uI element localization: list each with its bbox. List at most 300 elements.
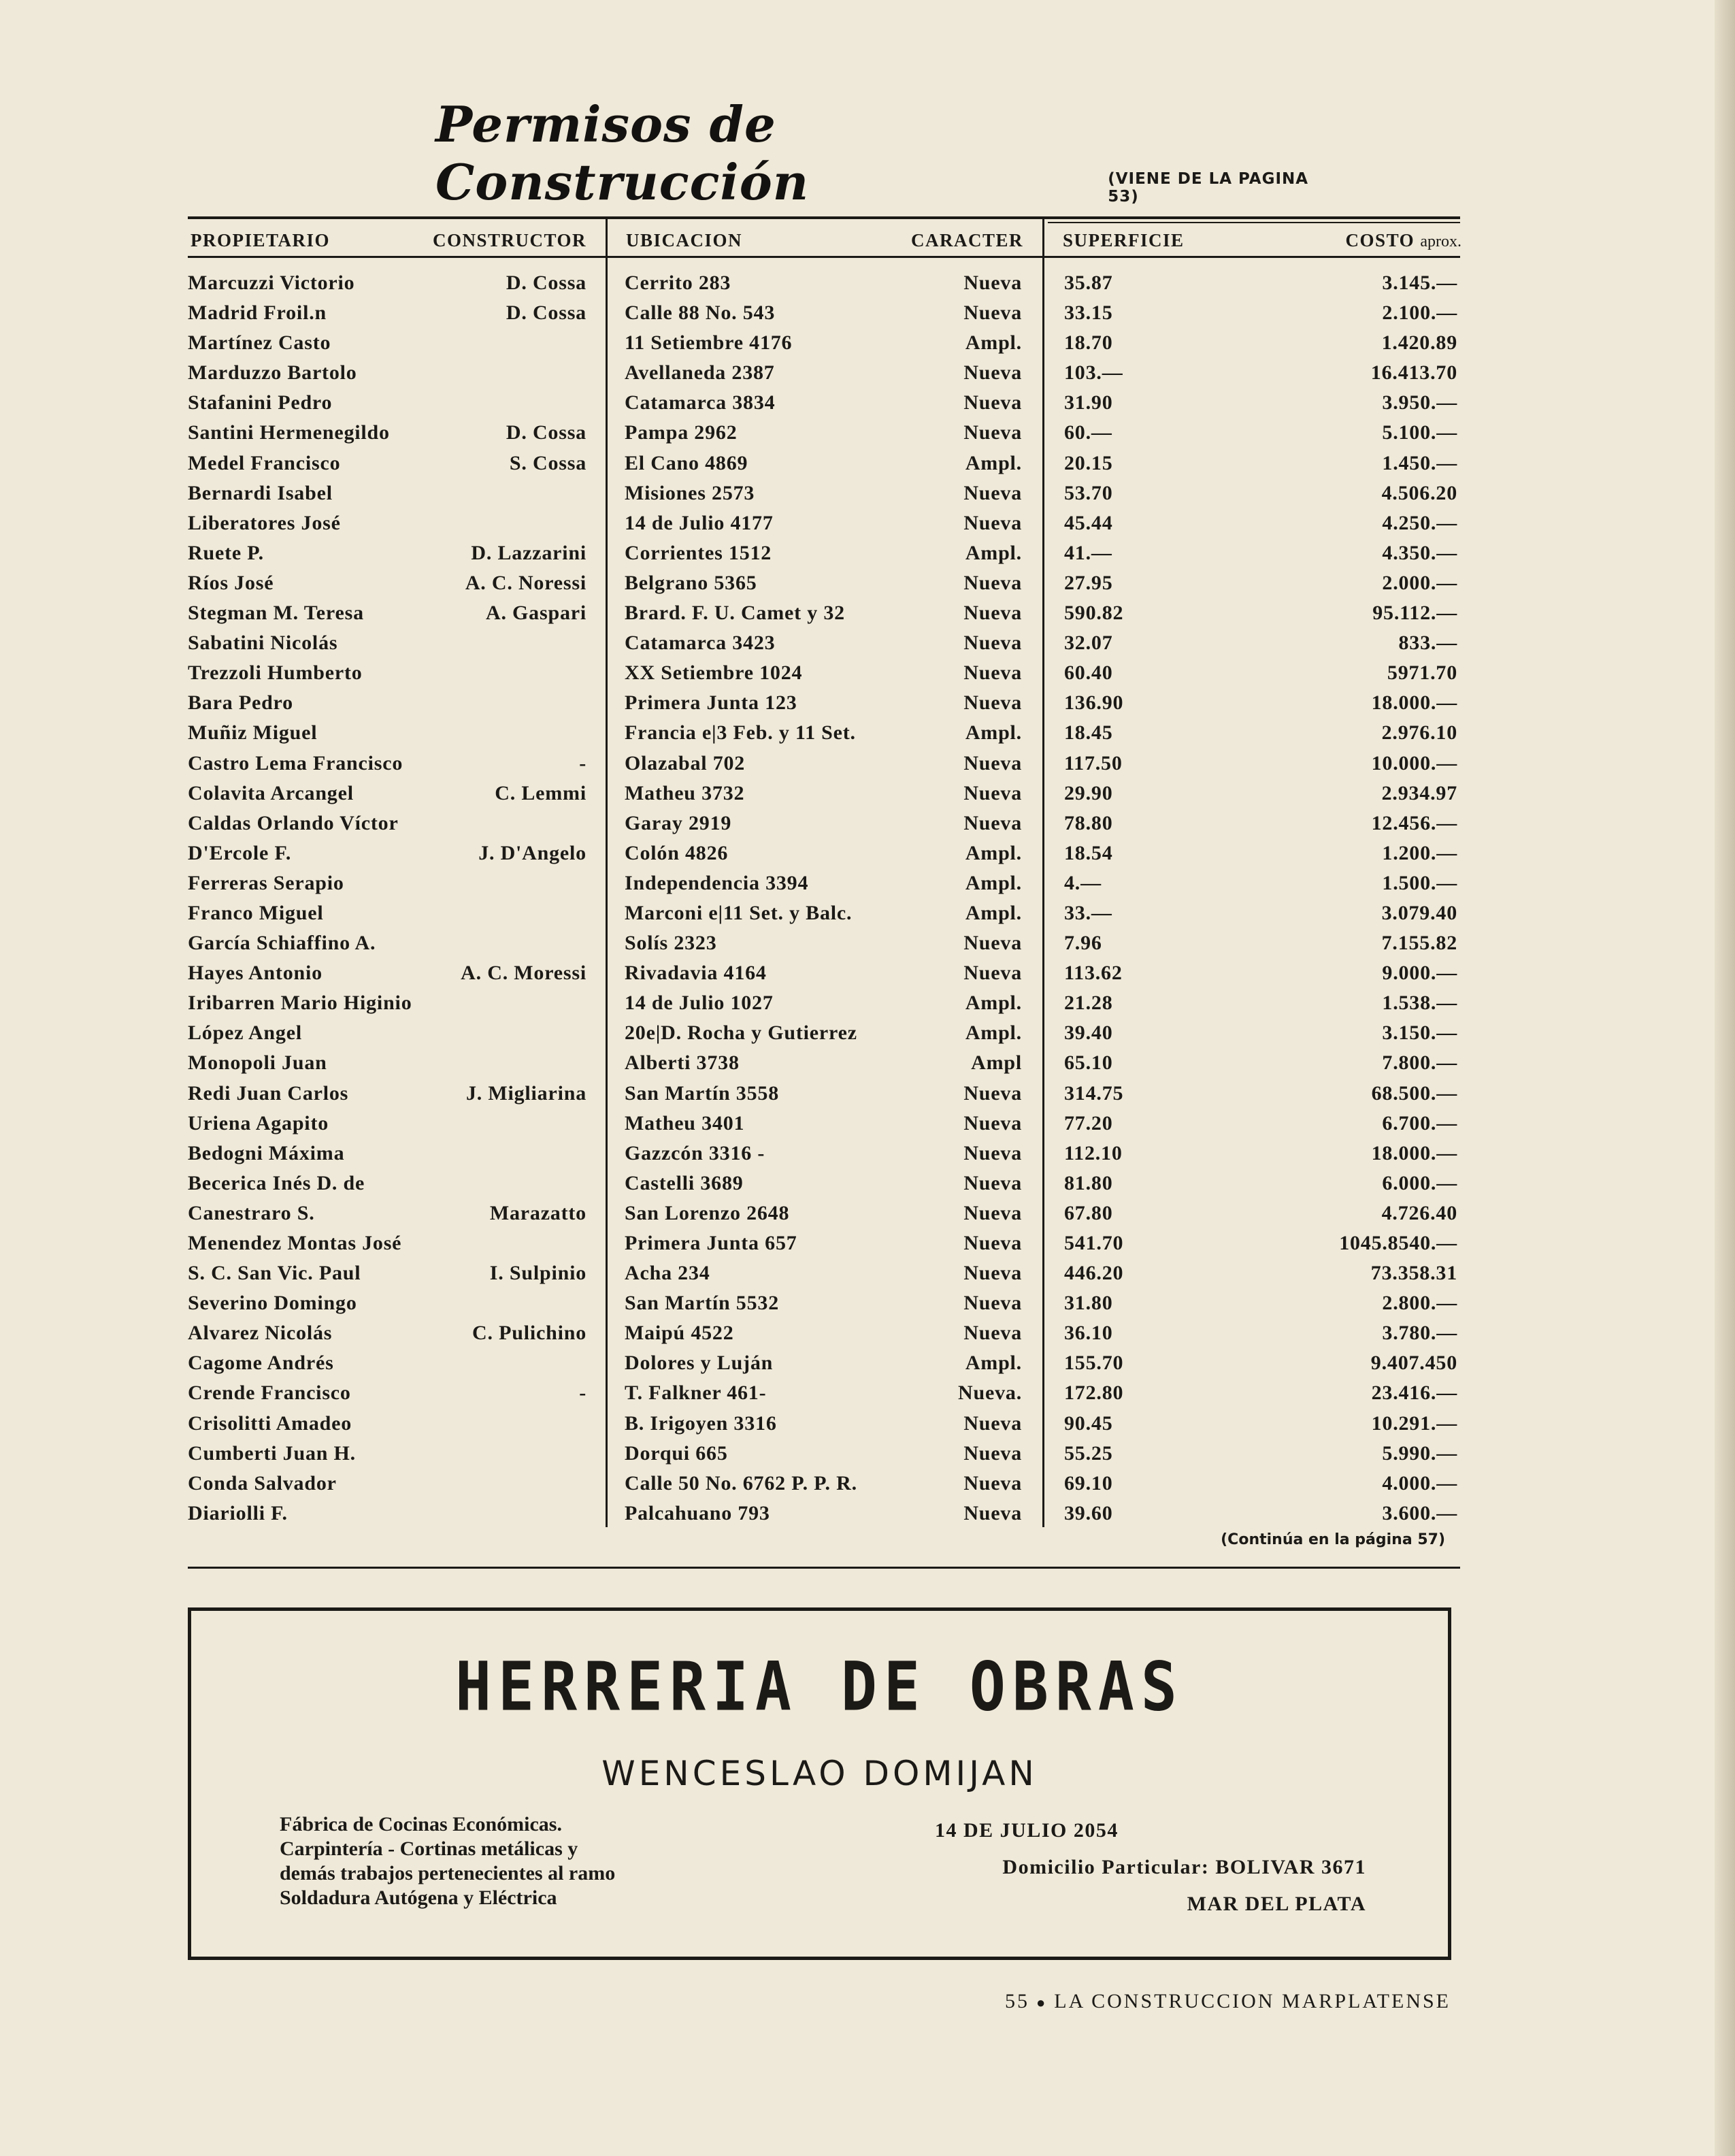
location-cell: Belgrano 5365 xyxy=(625,571,757,594)
cost-cell: 3.150.— xyxy=(1382,1022,1457,1045)
location-cell: Catamarca 3423 xyxy=(625,632,776,655)
surface-cell: 314.75 xyxy=(1064,1081,1124,1105)
top-rule-thin xyxy=(1048,222,1460,223)
table-row xyxy=(0,838,1735,868)
cost-cell: 5.100.— xyxy=(1382,421,1457,444)
table-row xyxy=(0,418,1735,448)
cost-cell: 7.800.— xyxy=(1382,1051,1457,1075)
character-cell: Nueva xyxy=(963,662,1022,685)
owner-cell: Martínez Casto xyxy=(188,331,331,355)
location-cell: 20e|D. Rocha y Gutierrez xyxy=(625,1022,857,1045)
surface-cell: 90.45 xyxy=(1064,1411,1113,1435)
character-cell: Nueva xyxy=(963,1081,1022,1105)
cost-cell: 68.500.— xyxy=(1371,1081,1457,1105)
table-row xyxy=(0,538,1735,568)
owner-cell: Cagome Andrés xyxy=(188,1352,334,1375)
owner-cell: Santini Hermenegildo xyxy=(188,421,390,444)
owner-cell: Marduzzo Bartolo xyxy=(188,361,357,385)
location-cell: Palcahuano 793 xyxy=(625,1501,770,1524)
character-cell: Ampl. xyxy=(965,331,1022,355)
table-row xyxy=(0,1499,1735,1529)
page-footer xyxy=(1005,1990,1451,2013)
location-cell: Dolores y Luján xyxy=(625,1352,774,1375)
table-row xyxy=(0,1109,1735,1139)
table-row xyxy=(0,1288,1735,1318)
location-cell: Misiones 2573 xyxy=(625,481,755,504)
table-row xyxy=(0,298,1735,328)
table-row xyxy=(0,898,1735,928)
table-row xyxy=(0,388,1735,418)
table-row xyxy=(0,808,1735,838)
character-cell: Ampl. xyxy=(965,901,1022,924)
owner-cell: Redi Juan Carlos xyxy=(188,1081,349,1105)
cost-cell: 2.000.— xyxy=(1382,571,1457,594)
surface-cell: 36.10 xyxy=(1064,1322,1113,1345)
owner-cell: Marcuzzi Victorio xyxy=(188,272,355,294)
surface-cell: 55.25 xyxy=(1064,1441,1113,1465)
surface-cell: 31.80 xyxy=(1064,1292,1113,1315)
owner-cell: Cumberti Juan H. xyxy=(188,1441,356,1465)
location-cell: Primera Junta 123 xyxy=(625,691,797,715)
page-title: Permisos de Construcción xyxy=(435,95,810,211)
surface-cell: 78.80 xyxy=(1064,811,1113,834)
cost-cell: 3.600.— xyxy=(1382,1501,1457,1524)
builder-cell: Marazatto xyxy=(489,1201,586,1224)
location-cell: Independencia 3394 xyxy=(625,871,809,894)
cost-cell: 4.000.— xyxy=(1382,1471,1457,1494)
location-cell: Garay 2919 xyxy=(625,811,732,834)
location-cell: Catamarca 3834 xyxy=(625,391,776,414)
surface-cell: 172.80 xyxy=(1064,1382,1124,1405)
owner-cell: Crende Francisco xyxy=(188,1382,351,1405)
cost-cell: 3.145.— xyxy=(1382,272,1457,294)
cost-cell: 5.990.— xyxy=(1382,1441,1457,1465)
character-cell: Ampl. xyxy=(965,1352,1022,1375)
table-row xyxy=(0,598,1735,628)
surface-cell: 41.— xyxy=(1064,541,1112,564)
cost-cell: 95.112.— xyxy=(1372,602,1457,625)
table-row xyxy=(0,1079,1735,1109)
owner-cell: Bedogni Máxima xyxy=(188,1141,345,1164)
character-cell: Nueva xyxy=(963,1322,1022,1345)
cost-cell: 3.079.40 xyxy=(1381,901,1457,924)
owner-cell: Uriena Agapito xyxy=(188,1111,329,1134)
table-bottom-rule xyxy=(188,1567,1460,1569)
table-row xyxy=(0,1258,1735,1288)
table-row xyxy=(0,1409,1735,1439)
owner-cell: Alvarez Nicolás xyxy=(188,1322,333,1345)
location-cell: Gazzcón 3316 - xyxy=(625,1141,765,1164)
cost-cell: 4.250.— xyxy=(1382,511,1457,534)
owner-cell: Crisolitti Amadeo xyxy=(188,1411,352,1435)
location-cell: Matheu 3401 xyxy=(625,1111,745,1134)
table-row xyxy=(0,1048,1735,1078)
cost-cell: 3.780.— xyxy=(1382,1322,1457,1345)
table-row xyxy=(0,718,1735,748)
location-cell: B. Irigoyen 3316 xyxy=(625,1411,777,1435)
ad-home-address: Domicilio Particular: BOLIVAR 3671 xyxy=(1002,1856,1366,1878)
character-cell: Nueva xyxy=(963,1501,1022,1524)
table-row xyxy=(0,568,1735,598)
surface-cell: 18.45 xyxy=(1064,721,1113,745)
surface-cell: 7.96 xyxy=(1064,932,1102,955)
location-cell: Acha 234 xyxy=(625,1262,710,1285)
builder-cell: D. Lazzarini xyxy=(471,541,586,564)
table-row xyxy=(0,508,1735,538)
surface-cell: 112.10 xyxy=(1064,1141,1123,1164)
owner-cell: Bernardi Isabel xyxy=(188,481,333,504)
location-cell: Corrientes 1512 xyxy=(625,541,772,564)
character-cell: Nueva xyxy=(963,932,1022,955)
character-cell: Ampl. xyxy=(965,1022,1022,1045)
cost-cell: 1.420.89 xyxy=(1381,331,1457,355)
builder-cell: S. Cossa xyxy=(509,451,586,474)
location-cell: Maipú 4522 xyxy=(625,1322,734,1345)
surface-cell: 541.70 xyxy=(1064,1232,1124,1254)
builder-cell: A. Gaspari xyxy=(485,602,586,625)
character-cell: Nueva. xyxy=(958,1382,1022,1405)
ad-services xyxy=(280,1812,722,1910)
location-cell: Cerrito 283 xyxy=(625,272,731,294)
location-cell: Marconi e|11 Set. y Balc. xyxy=(625,901,853,924)
ad-address: 14 DE JULIO 2054 xyxy=(935,1819,1119,1842)
owner-cell: Menendez Montas José xyxy=(188,1232,402,1254)
owner-cell: García Schiaffino A. xyxy=(188,932,376,955)
owner-cell: Becerica Inés D. de xyxy=(188,1171,365,1194)
builder-cell: J. D'Angelo xyxy=(478,841,586,864)
owner-cell: D'Ercole F. xyxy=(188,841,292,864)
table-row xyxy=(0,478,1735,508)
location-cell: Pampa 2962 xyxy=(625,421,738,444)
surface-cell: 18.70 xyxy=(1064,331,1113,355)
cost-cell: 833.— xyxy=(1398,632,1457,655)
cost-cell: 6.700.— xyxy=(1382,1111,1457,1134)
cost-cell: 73.358.31 xyxy=(1370,1262,1457,1285)
character-cell: Nueva xyxy=(963,1292,1022,1315)
cost-cell: 12.456.— xyxy=(1371,811,1457,834)
continued-on-note: (Continúa en la página 57) xyxy=(1221,1531,1445,1548)
cost-cell: 23.416.— xyxy=(1371,1382,1457,1405)
table-row xyxy=(0,1198,1735,1228)
cost-cell: 18.000.— xyxy=(1371,1141,1457,1164)
location-cell: Francia e|3 Feb. y 11 Set. xyxy=(625,721,856,745)
table-row xyxy=(0,928,1735,958)
owner-cell: Trezzoli Humberto xyxy=(188,662,363,685)
surface-cell: 39.40 xyxy=(1064,1022,1113,1045)
builder-cell: I. Sulpinio xyxy=(489,1262,586,1285)
table-row xyxy=(0,749,1735,779)
character-cell: Nueva xyxy=(963,1232,1022,1254)
cost-cell: 3.950.— xyxy=(1382,391,1457,414)
builder-cell: - xyxy=(579,751,586,774)
col-header-caracter: CARACTER xyxy=(910,230,1023,250)
continued-from-note: (VIENE DE LA PAGINA 53) xyxy=(1108,170,1309,206)
header-bottom-rule xyxy=(188,256,1460,258)
location-cell: Olazabal 702 xyxy=(625,751,746,774)
table-row xyxy=(0,958,1735,988)
character-cell: Ampl. xyxy=(965,871,1022,894)
page-title-row xyxy=(435,95,1320,211)
location-cell: 14 de Julio 1027 xyxy=(625,992,774,1015)
owner-cell: Severino Domingo xyxy=(188,1292,357,1315)
table-row xyxy=(0,1228,1735,1258)
location-cell: T. Falkner 461- xyxy=(625,1382,767,1405)
owner-cell: Stafanini Pedro xyxy=(188,391,333,414)
builder-cell: J. Migliarina xyxy=(465,1081,586,1105)
builder-cell: C. Lemmi xyxy=(495,781,586,804)
character-cell: Nueva xyxy=(963,632,1022,655)
ad-service-line: Carpintería - Cortinas metálicas y xyxy=(280,1838,578,1860)
table-row xyxy=(0,1348,1735,1378)
owner-cell: Caldas Orlando Víctor xyxy=(188,811,399,834)
character-cell: Ampl. xyxy=(965,721,1022,745)
location-cell: San Martín 3558 xyxy=(625,1081,780,1105)
owner-cell: Ruete P. xyxy=(188,541,264,564)
builder-cell: A. C. Noressi xyxy=(465,571,586,594)
table-row xyxy=(0,779,1735,808)
cost-cell: 1045.8540.— xyxy=(1339,1232,1457,1254)
surface-cell: 136.90 xyxy=(1064,691,1124,715)
top-rule xyxy=(188,216,1460,219)
surface-cell: 20.15 xyxy=(1064,451,1113,474)
character-cell: Nueva xyxy=(963,511,1022,534)
surface-cell: 117.50 xyxy=(1064,751,1123,774)
character-cell: Nueva xyxy=(963,361,1022,385)
owner-cell: Conda Salvador xyxy=(188,1471,337,1494)
character-cell: Ampl. xyxy=(965,541,1022,564)
character-cell: Nueva xyxy=(963,1471,1022,1494)
col-header-constructor: CONSTRUCTOR xyxy=(432,230,586,250)
ad-service-line: Soldadura Autógena y Eléctrica xyxy=(280,1886,557,1909)
cost-cell: 2.100.— xyxy=(1382,301,1457,325)
owner-cell: Sabatini Nicolás xyxy=(188,632,338,655)
owner-cell: Franco Miguel xyxy=(188,901,324,924)
col-header-ubicacion: UBICACION xyxy=(626,230,743,250)
cost-cell: 1.200.— xyxy=(1382,841,1457,864)
owner-cell: Ferreras Serapio xyxy=(188,871,344,894)
builder-cell: A. C. Moressi xyxy=(461,962,586,985)
surface-cell: 33.15 xyxy=(1064,301,1113,325)
cost-cell: 2.800.— xyxy=(1382,1292,1457,1315)
cost-cell: 2.934.97 xyxy=(1381,781,1457,804)
cost-cell: 7.155.82 xyxy=(1381,932,1457,955)
location-cell: El Cano 4869 xyxy=(625,451,748,474)
surface-cell: 33.— xyxy=(1064,901,1112,924)
table-row xyxy=(0,328,1735,358)
builder-cell: D. Cossa xyxy=(506,421,586,444)
surface-cell: 69.10 xyxy=(1064,1471,1113,1494)
table-row xyxy=(0,1169,1735,1198)
owner-cell: Canestraro S. xyxy=(188,1201,315,1224)
location-cell: Castelli 3689 xyxy=(625,1171,744,1194)
surface-cell: 45.44 xyxy=(1064,511,1113,534)
owner-cell: Stegman M. Teresa xyxy=(188,602,364,625)
character-cell: Nueva xyxy=(963,1411,1022,1435)
owner-cell: Medel Francisco xyxy=(188,451,341,474)
character-cell: Nueva xyxy=(963,391,1022,414)
table-row xyxy=(0,628,1735,658)
owner-cell: Muñiz Miguel xyxy=(188,721,318,745)
location-cell: Calle 88 No. 543 xyxy=(625,301,776,325)
character-cell: Ampl xyxy=(971,1051,1022,1075)
character-cell: Nueva xyxy=(963,751,1022,774)
surface-cell: 67.80 xyxy=(1064,1201,1113,1224)
owner-cell: Colavita Arcangel xyxy=(188,781,354,804)
page-number: 55 xyxy=(1004,1990,1029,2012)
owner-cell: Diariolli F. xyxy=(188,1501,288,1524)
col-header-costo-label: COSTO xyxy=(1345,230,1415,250)
ad-contact xyxy=(876,1812,1366,1923)
owner-cell: Iribarren Mario Higinio xyxy=(188,992,412,1015)
builder-cell: - xyxy=(579,1382,586,1405)
character-cell: Nueva xyxy=(963,1171,1022,1194)
cost-cell: 10.000.— xyxy=(1371,751,1457,774)
character-cell: Nueva xyxy=(963,481,1022,504)
cost-cell: 1.538.— xyxy=(1382,992,1457,1015)
owner-cell: Hayes Antonio xyxy=(188,962,323,985)
location-cell: Brard. F. U. Camet y 32 xyxy=(625,602,845,625)
builder-cell: C. Pulichino xyxy=(472,1322,586,1345)
cost-cell: 9.407.450 xyxy=(1370,1352,1457,1375)
surface-cell: 53.70 xyxy=(1064,481,1113,504)
surface-cell: 35.87 xyxy=(1064,272,1113,294)
table-row xyxy=(0,1018,1735,1048)
surface-cell: 31.90 xyxy=(1064,391,1113,414)
surface-cell: 446.20 xyxy=(1064,1262,1124,1285)
character-cell: Nueva xyxy=(963,781,1022,804)
table-row xyxy=(0,868,1735,898)
surface-cell: 103.— xyxy=(1064,361,1123,385)
surface-cell: 155.70 xyxy=(1064,1352,1124,1375)
cost-cell: 4.726.40 xyxy=(1381,1201,1457,1224)
surface-cell: 27.95 xyxy=(1064,571,1113,594)
surface-cell: 60.40 xyxy=(1064,662,1113,685)
permits-table xyxy=(0,268,1735,1529)
surface-cell: 77.20 xyxy=(1064,1111,1113,1134)
cost-cell: 6.000.— xyxy=(1382,1171,1457,1194)
col-header-propietario: PROPIETARIO xyxy=(191,230,331,250)
cost-cell: 4.350.— xyxy=(1382,541,1457,564)
ad-service-line: demás trabajos pertenecientes al ramo xyxy=(280,1862,616,1884)
cost-cell: 18.000.— xyxy=(1371,691,1457,715)
col-header-costo xyxy=(1346,230,1461,250)
ad-city: MAR DEL PLATA xyxy=(1187,1893,1366,1915)
ad-subtitle: WENCESLAO DOMIJAN xyxy=(601,1754,1038,1793)
location-cell: Calle 50 No. 6762 P. P. R. xyxy=(625,1471,857,1494)
ad-service-line: Fábrica de Cocinas Económicas. xyxy=(280,1813,562,1835)
cost-cell: 5971.70 xyxy=(1387,662,1457,685)
advertisement xyxy=(188,1607,1451,1960)
table-row xyxy=(0,1439,1735,1469)
surface-cell: 29.90 xyxy=(1064,781,1113,804)
owner-cell: Monopoli Juan xyxy=(188,1051,327,1075)
table-row xyxy=(0,658,1735,688)
location-cell: Dorqui 665 xyxy=(625,1441,728,1465)
cost-cell: 4.506.20 xyxy=(1381,481,1457,504)
owner-cell: Bara Pedro xyxy=(188,691,293,715)
owner-cell: S. C. San Vic. Paul xyxy=(188,1262,361,1285)
character-cell: Nueva xyxy=(963,811,1022,834)
character-cell: Nueva xyxy=(963,1111,1022,1134)
character-cell: Nueva xyxy=(963,602,1022,625)
surface-cell: 590.82 xyxy=(1064,602,1124,625)
surface-cell: 18.54 xyxy=(1064,841,1113,864)
location-cell: San Martín 5532 xyxy=(625,1292,780,1315)
character-cell: Nueva xyxy=(963,301,1022,325)
surface-cell: 39.60 xyxy=(1064,1501,1113,1524)
location-cell: Rivadavia 4164 xyxy=(625,962,767,985)
table-row xyxy=(0,1318,1735,1348)
publication-name: LA CONSTRUCCION MARPLATENSE xyxy=(1054,1990,1451,2012)
character-cell: Ampl. xyxy=(965,841,1022,864)
table-row xyxy=(0,988,1735,1018)
location-cell: Primera Junta 657 xyxy=(625,1232,797,1254)
owner-cell: Castro Lema Francisco xyxy=(188,751,403,774)
location-cell: Matheu 3732 xyxy=(625,781,745,804)
character-cell: Nueva xyxy=(963,571,1022,594)
character-cell: Nueva xyxy=(963,962,1022,985)
character-cell: Ampl. xyxy=(965,451,1022,474)
owner-cell: Liberatores José xyxy=(188,511,341,534)
cost-cell: 1.450.— xyxy=(1382,451,1457,474)
table-row xyxy=(0,1469,1735,1499)
surface-cell: 113.62 xyxy=(1064,962,1123,985)
owner-cell: Ríos José xyxy=(188,571,274,594)
table-row xyxy=(0,268,1735,298)
location-cell: Alberti 3738 xyxy=(625,1051,740,1075)
table-row xyxy=(0,688,1735,718)
character-cell: Nueva xyxy=(963,272,1022,294)
table-row xyxy=(0,448,1735,478)
location-cell: San Lorenzo 2648 xyxy=(625,1201,790,1224)
character-cell: Nueva xyxy=(963,1201,1022,1224)
cost-cell: 10.291.— xyxy=(1371,1411,1457,1435)
location-cell: Colón 4826 xyxy=(625,841,729,864)
character-cell: Nueva xyxy=(963,421,1022,444)
bullet-icon: ● xyxy=(1036,1994,1048,2012)
character-cell: Ampl. xyxy=(965,992,1022,1015)
surface-cell: 21.28 xyxy=(1064,992,1113,1015)
surface-cell: 81.80 xyxy=(1064,1171,1113,1194)
owner-cell: López Angel xyxy=(188,1022,302,1045)
character-cell: Nueva xyxy=(963,691,1022,715)
location-cell: 14 de Julio 4177 xyxy=(625,511,774,534)
surface-cell: 60.— xyxy=(1064,421,1112,444)
cost-cell: 9.000.— xyxy=(1382,962,1457,985)
owner-cell: Madrid Froil.n xyxy=(188,301,327,325)
cost-cell: 1.500.— xyxy=(1382,871,1457,894)
character-cell: Nueva xyxy=(963,1262,1022,1285)
surface-cell: 4.— xyxy=(1064,871,1102,894)
col-header-superficie: SUPERFICIE xyxy=(1063,230,1185,250)
location-cell: Avellaneda 2387 xyxy=(625,361,775,385)
cost-cell: 16.413.70 xyxy=(1370,361,1457,385)
surface-cell: 65.10 xyxy=(1064,1051,1113,1075)
table-row xyxy=(0,1378,1735,1408)
location-cell: 11 Setiembre 4176 xyxy=(625,331,793,355)
character-cell: Nueva xyxy=(963,1141,1022,1164)
surface-cell: 32.07 xyxy=(1064,632,1113,655)
table-row xyxy=(0,358,1735,388)
ad-title: HERRERIA DE OBRAS xyxy=(455,1647,1184,1727)
location-cell: Solís 2323 xyxy=(625,932,717,955)
character-cell: Nueva xyxy=(963,1441,1022,1465)
builder-cell: D. Cossa xyxy=(506,301,586,325)
builder-cell: D. Cossa xyxy=(506,272,586,294)
col-header-costo-note: aprox. xyxy=(1420,233,1461,250)
location-cell: XX Setiembre 1024 xyxy=(625,662,803,685)
cost-cell: 2.976.10 xyxy=(1381,721,1457,745)
